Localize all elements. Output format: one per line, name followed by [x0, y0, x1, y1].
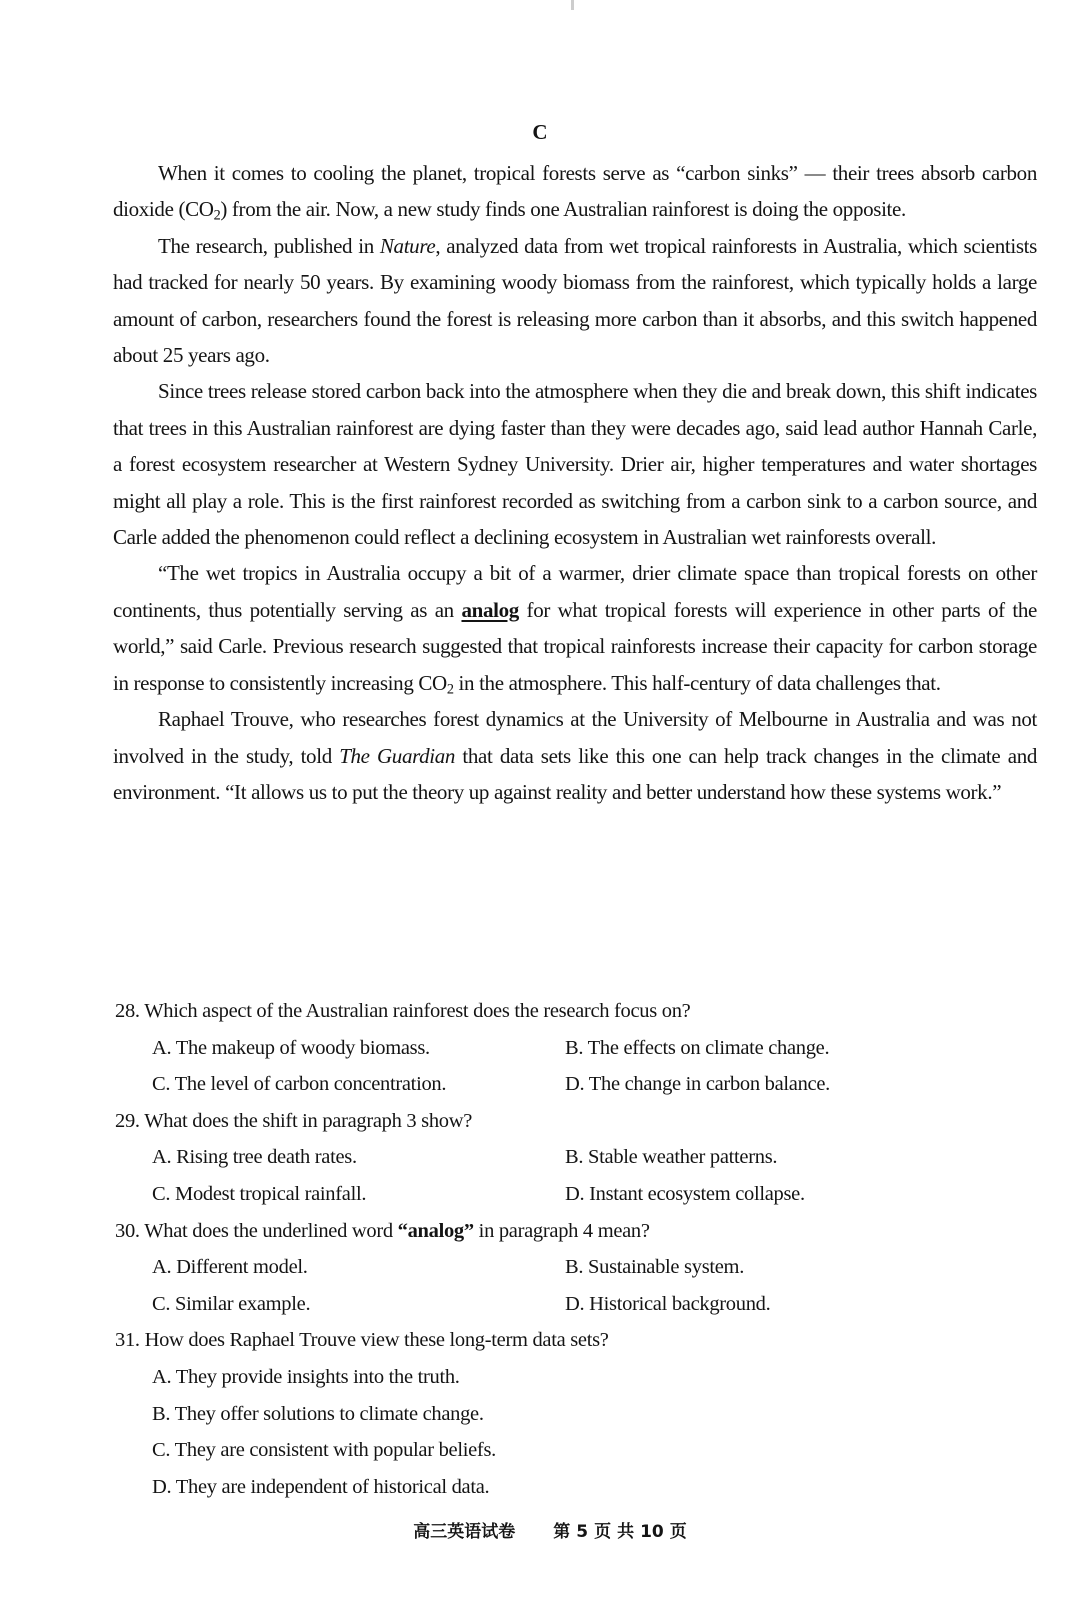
paragraph-5 — [113, 701, 1037, 810]
option-d[interactable]: D. The change in carbon balance. — [565, 1073, 830, 1096]
underlined-word: analog — [461, 597, 519, 622]
option-b[interactable]: B. The effects on climate change. — [565, 1036, 830, 1059]
page-suffix: 页 — [594, 1522, 612, 1542]
question-28 — [115, 993, 1035, 1103]
option-d[interactable]: D. Instant ecosystem collapse. — [565, 1182, 805, 1205]
page-number: 5 — [576, 1522, 589, 1542]
scan-artifact — [571, 0, 574, 10]
question-29 — [115, 1103, 1035, 1213]
option-d[interactable]: D. Historical background. — [565, 1292, 771, 1315]
question-number: 30. — [115, 1219, 140, 1242]
question-text: Which aspect of the Australian rainforest does the research focus on? — [144, 1000, 691, 1022]
question-number: 31. — [115, 1329, 140, 1352]
question-list — [115, 993, 1035, 1505]
text-run: “The wet tropics in Australia occupy a bit of a warmer, drier climate space than tropical forests on other continents, thus potentially serving as an — [113, 561, 1037, 622]
text-run: Since trees release stored carbon back into the atmosphere when they die and break down, this shift indicates that trees in this Australian rainforest are dying faster than they were decades ago, said lead author Hannah Carle, a forest ecosystem researcher at Western Sydney University. Drier air, higher temperatures and water shortages might all play a role. This is the first rainforest recorded as switching from a carbon sink to a carbon source, and Carle added the phenomenon could reflect a declining ecosystem in Australian wet rainforests overall. — [113, 379, 1037, 550]
question-stem — [115, 993, 1035, 1030]
paragraph-3 — [113, 373, 1037, 555]
option-b[interactable]: B. Stable weather patterns. — [565, 1146, 778, 1169]
option-a[interactable]: A. Different model. — [152, 1256, 308, 1279]
text-run: , analyzed data from wet tropical rainforests in Australia, which scientists had tracked for nearly 50 years. By examining woody biomass from the rainforest, which typically holds a large amount of carbon, researchers found the forest is releasing more carbon than it absorbs, and this switch happened about 25 years ago. — [113, 233, 1037, 368]
question-number: 28. — [115, 1000, 140, 1022]
paragraph-4 — [113, 555, 1037, 701]
question-text-end: in paragraph 4 mean? — [473, 1219, 650, 1242]
option-a[interactable]: A. They provide insights into the truth. — [152, 1365, 460, 1388]
option-c[interactable]: C. Similar example. — [152, 1292, 311, 1315]
text-run: in the atmosphere. This half-century of data challenges that. — [453, 670, 941, 695]
question-31 — [115, 1322, 1035, 1505]
option-c[interactable]: C. The level of carbon concentration. — [152, 1073, 447, 1096]
total-suffix: 页 — [669, 1522, 687, 1542]
options — [152, 1359, 1035, 1505]
option-d[interactable]: D. They are independent of historical data. — [152, 1475, 490, 1498]
subscript: 2 — [213, 207, 221, 224]
total-prefix: 共 — [617, 1522, 635, 1542]
text-run: that data sets like this one can help track changes in the climate and environment. “It allows us to put the theory up against reality and better understand how these systems work.” — [113, 743, 1037, 804]
option-a[interactable]: A. The makeup of woody biomass. — [152, 1036, 430, 1059]
option-c[interactable]: C. They are consistent with popular beliefs. — [152, 1439, 496, 1462]
options — [152, 1249, 1035, 1322]
question-stem — [115, 1103, 1035, 1140]
text-run: for what tropical forests will experience in other parts of the world,” said Carle. Previous research suggested that tropical rainforests increase their capacity for carbon storage in response to consistently increasing CO — [113, 597, 1037, 695]
question-text: How does Raphael Trouve view these long-term data sets? — [144, 1329, 609, 1352]
text-run: When it comes to cooling the planet, tropical forests serve as “carbon sinks” — their trees absorb carbon dioxide (CO — [113, 161, 1037, 222]
section-heading: C — [532, 120, 548, 144]
option-b[interactable]: B. They offer solutions to climate change. — [152, 1402, 484, 1425]
page-footer — [0, 1519, 1080, 1545]
options — [152, 1139, 1035, 1212]
option-c[interactable]: C. Modest tropical rainfall. — [152, 1182, 367, 1205]
highlighted-word: “analog” — [397, 1219, 474, 1242]
question-stem — [115, 1213, 1035, 1250]
option-b[interactable]: B. Sustainable system. — [565, 1256, 745, 1279]
options — [152, 1030, 1035, 1103]
text-run: The research, published in — [158, 233, 380, 258]
text-run: Raphael Trouve, who researches forest dynamics at the University of Melbourne in Australia and was not involved in the study, told — [113, 707, 1037, 768]
question-number: 29. — [115, 1109, 140, 1132]
paragraph-2 — [113, 228, 1037, 374]
option-a[interactable]: A. Rising tree death rates. — [152, 1146, 357, 1169]
question-stem — [115, 1322, 1035, 1359]
page-prefix: 第 — [553, 1522, 571, 1542]
question-text: What does the underlined word — [144, 1219, 398, 1242]
publication-title: The Guardian — [339, 743, 456, 768]
subscript: 2 — [446, 681, 454, 698]
question-text: What does the shift in paragraph 3 show? — [144, 1109, 473, 1132]
paragraph-1 — [113, 155, 1037, 228]
publication-title: Nature — [379, 233, 436, 258]
total-pages: 10 — [640, 1522, 664, 1542]
reading-passage — [113, 155, 1037, 810]
text-run: ) from the air. Now, a new study finds one Australian rainforest is doing the opposite. — [220, 197, 906, 222]
exam-title: 高三英语试卷 — [413, 1522, 516, 1542]
question-30 — [115, 1213, 1035, 1323]
